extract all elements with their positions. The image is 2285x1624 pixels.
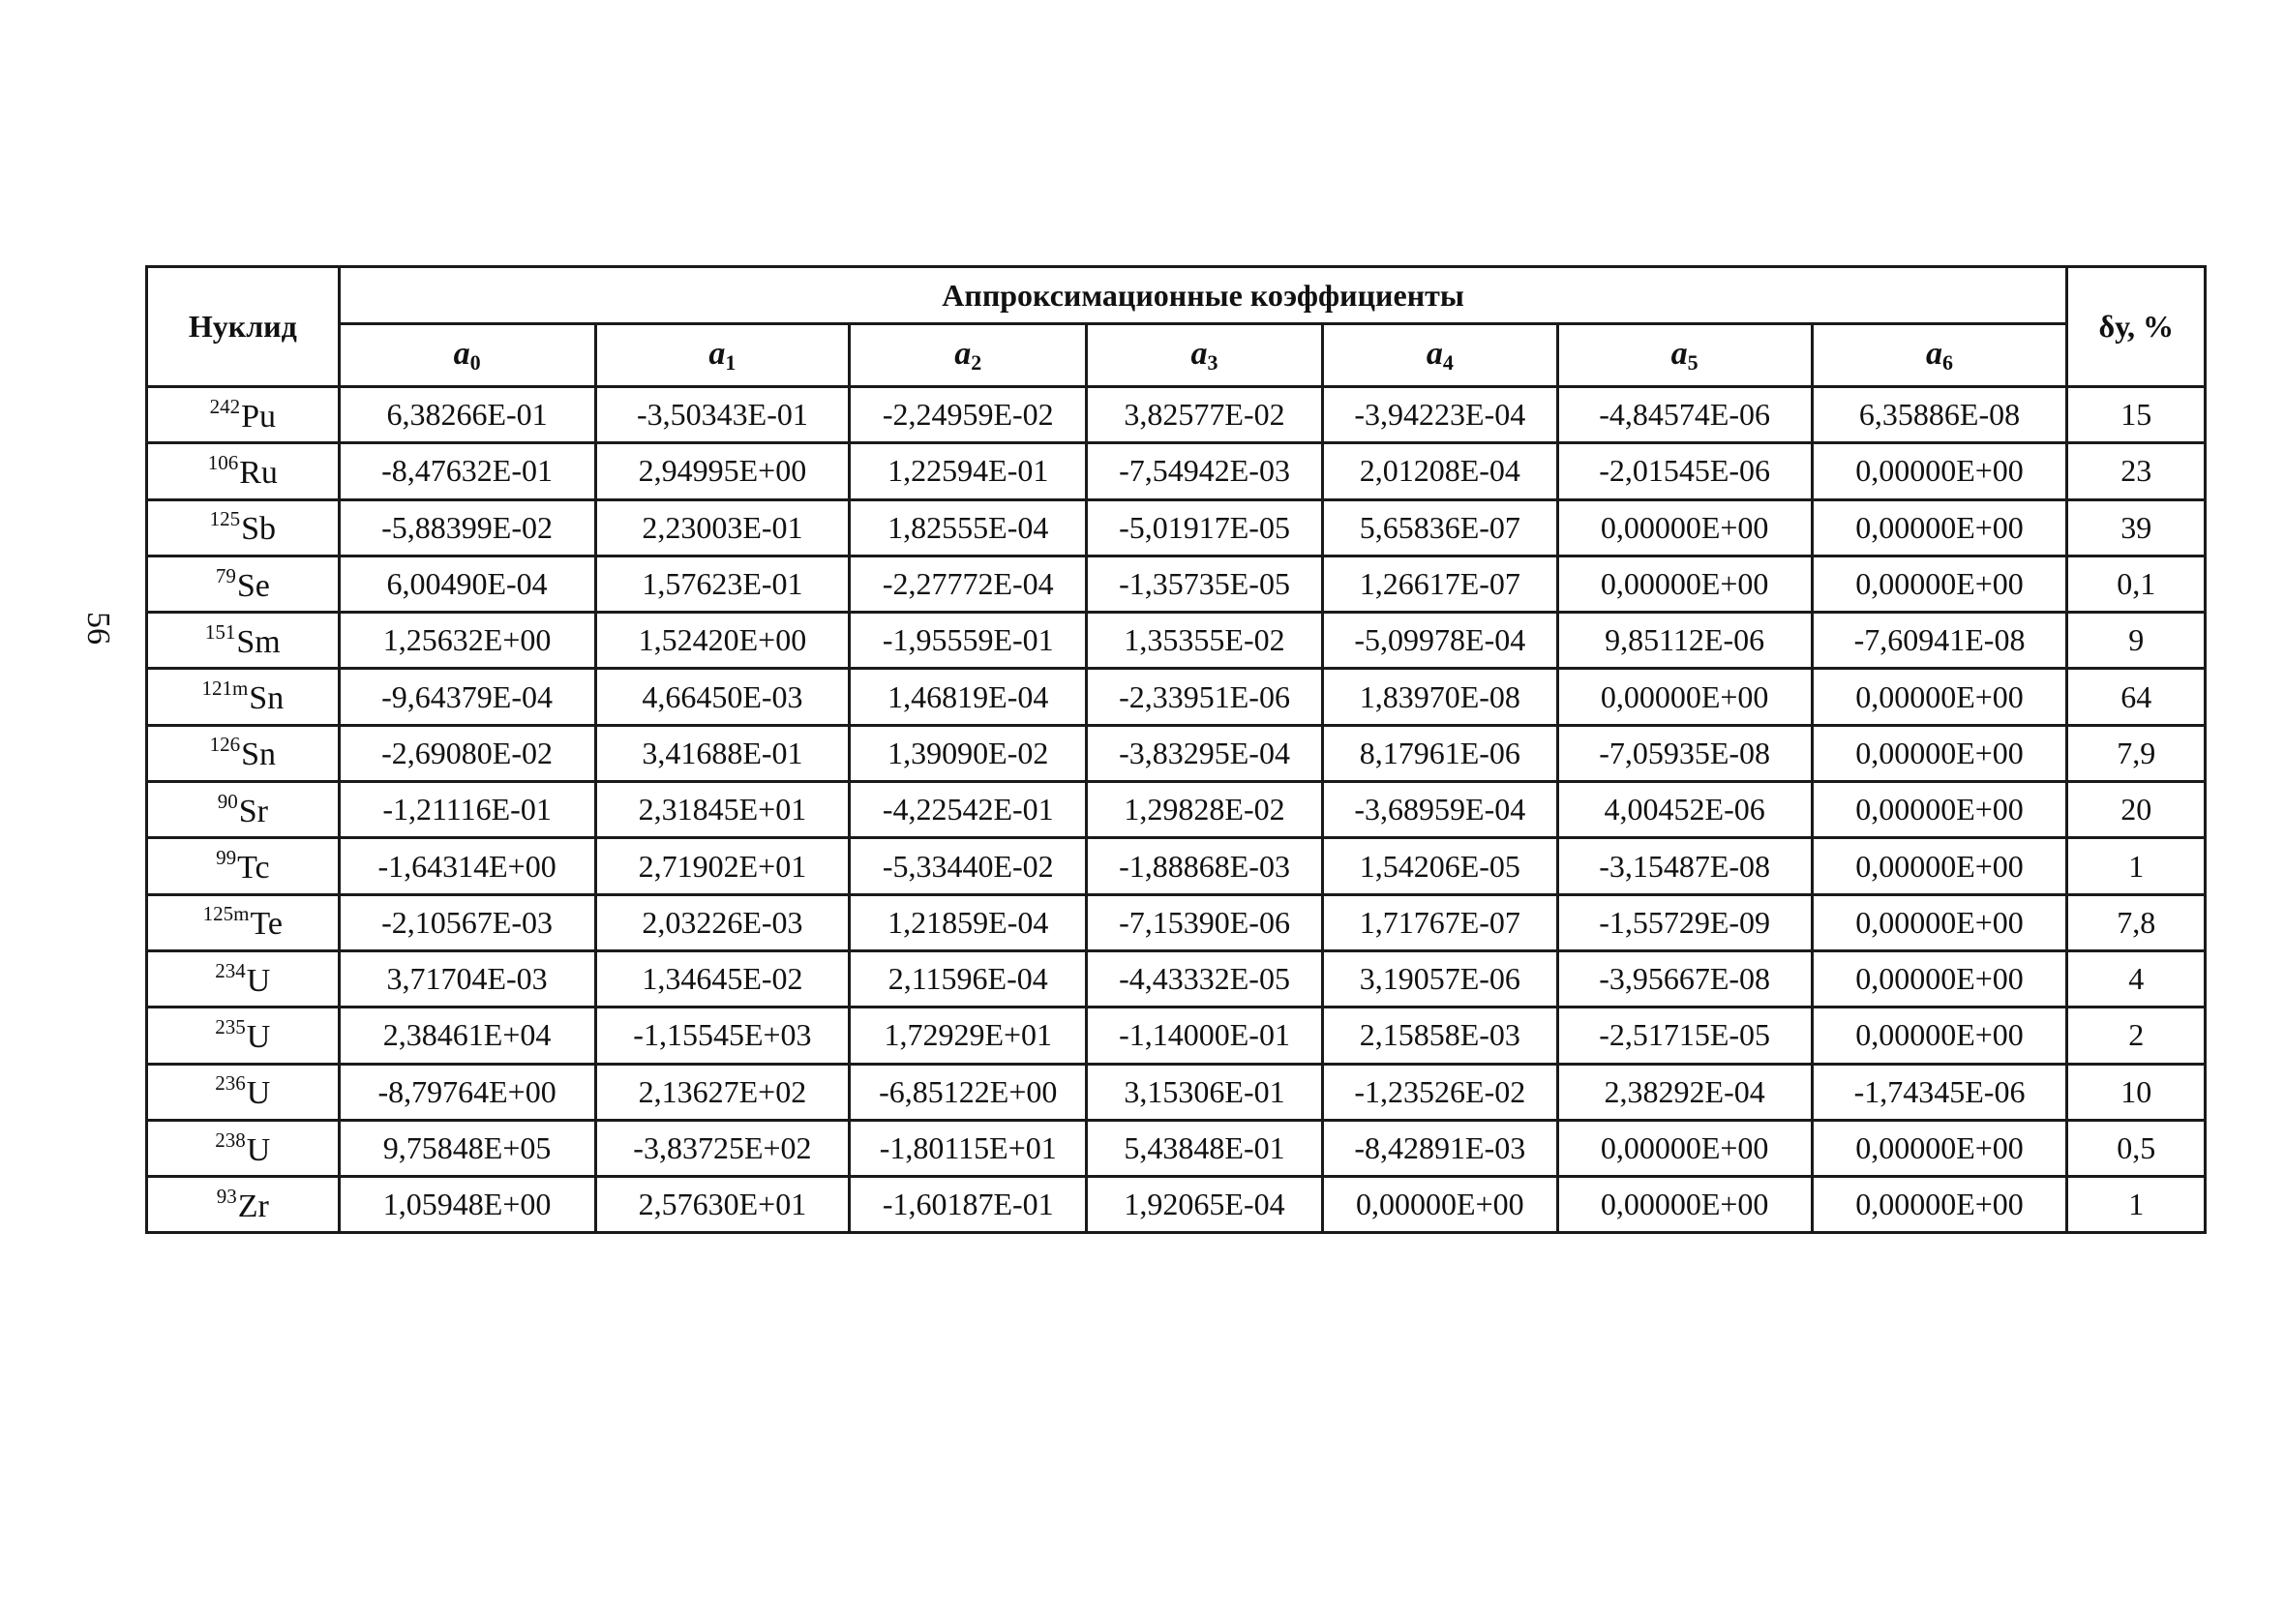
table-row: [147, 1120, 2206, 1176]
coef-value-a0: 2,38461E+04: [339, 1007, 595, 1064]
coef-value-a0: 1,05948E+00: [339, 1177, 595, 1233]
coefficient-header-row: [147, 324, 2206, 387]
header-nuclide: Нуклид: [147, 267, 340, 387]
nuclide-cell: [147, 499, 340, 556]
coef-value-a5: 0,00000E+00: [1557, 556, 1812, 612]
coef-value-a5: -4,84574E-06: [1557, 387, 1812, 443]
coef-value-a3: -2,33951E-06: [1087, 669, 1323, 725]
header-coef-a2: [850, 324, 1087, 387]
coef-value-a4: 8,17961E-06: [1322, 725, 1557, 781]
coef-value-a1: 2,03226E-03: [595, 894, 850, 950]
coef-value-a0: 1,25632E+00: [339, 613, 595, 669]
table-row: [147, 443, 2206, 499]
element-symbol: Ru: [239, 454, 278, 491]
nuclide-cell: [147, 725, 340, 781]
coef-value-a4: -5,09978E-04: [1322, 613, 1557, 669]
mass-number: 90: [217, 789, 238, 813]
coef-value-a3: 3,82577E-02: [1087, 387, 1323, 443]
coef-value-a6: 6,35886E-08: [1812, 387, 2067, 443]
coef-symbol: $a_1$: [708, 335, 737, 375]
coef-value-a3: -7,15390E-06: [1087, 894, 1323, 950]
coef-value-a0: -5,88399E-02: [339, 499, 595, 556]
coef-value-a0: -8,79764E+00: [339, 1064, 595, 1120]
mass-number: 151: [204, 619, 236, 644]
mass-number: 236: [215, 1071, 246, 1096]
coef-value-a1: -3,50343E-01: [595, 387, 850, 443]
delta-value: 7,8: [2067, 894, 2206, 950]
table-row: [147, 838, 2206, 894]
delta-value: 10: [2067, 1064, 2206, 1120]
element-symbol: Sr: [238, 793, 268, 829]
coef-value-a6: 0,00000E+00: [1812, 894, 2067, 950]
coef-symbol: $a_2$: [954, 335, 982, 375]
delta-value: 7,9: [2067, 725, 2206, 781]
coef-value-a3: -1,88868E-03: [1087, 838, 1323, 894]
coef-value-a4: -8,42891E-03: [1322, 1120, 1557, 1176]
coef-value-a1: 2,94995E+00: [595, 443, 850, 499]
table-row: [147, 894, 2206, 950]
coef-value-a5: -3,15487E-08: [1557, 838, 1812, 894]
header-coefficients-group: Аппроксимационные коэффициенты: [339, 267, 2067, 324]
coef-index: 1: [725, 349, 737, 375]
coef-value-a2: -2,24959E-02: [850, 387, 1087, 443]
coef-value-a3: -7,54942E-03: [1087, 443, 1323, 499]
coef-value-a2: 1,72929E+01: [850, 1007, 1087, 1064]
delta-value: 0,5: [2067, 1120, 2206, 1176]
coef-value-a3: 1,92065E-04: [1087, 1177, 1323, 1233]
coef-value-a5: -2,01545E-06: [1557, 443, 1812, 499]
nuclide-cell: [147, 1064, 340, 1120]
element-symbol: Sb: [241, 511, 277, 548]
delta-value: 4: [2067, 950, 2206, 1007]
coef-value-a4: 1,54206E-05: [1322, 838, 1557, 894]
coef-symbol: $a_5$: [1670, 335, 1699, 375]
element-symbol: U: [246, 962, 271, 999]
coef-value-a6: -1,74345E-06: [1812, 1064, 2067, 1120]
coef-value-a5: -1,55729E-09: [1557, 894, 1812, 950]
coef-value-a2: 1,46819E-04: [850, 669, 1087, 725]
table-row: [147, 613, 2206, 669]
coef-value-a1: -1,15545E+03: [595, 1007, 850, 1064]
coef-value-a1: 2,71902E+01: [595, 838, 850, 894]
element-symbol: Se: [236, 567, 270, 604]
table-row: [147, 725, 2206, 781]
coef-value-a3: -1,14000E-01: [1087, 1007, 1323, 1064]
mass-number: 79: [215, 563, 236, 587]
delta-value: 1: [2067, 1177, 2206, 1233]
mass-number: 242: [209, 394, 241, 418]
coef-value-a2: -1,60187E-01: [850, 1177, 1087, 1233]
coef-value-a0: -1,21116E-01: [339, 782, 595, 838]
coef-value-a6: 0,00000E+00: [1812, 1177, 2067, 1233]
element-symbol: U: [246, 1075, 271, 1112]
element-symbol: Tc: [237, 850, 270, 887]
nuclide-cell: [147, 838, 340, 894]
header-delta-percent: δу, %: [2067, 267, 2206, 387]
coef-value-a5: 4,00452E-06: [1557, 782, 1812, 838]
nuclide-cell: [147, 1120, 340, 1176]
element-symbol: U: [246, 1018, 271, 1055]
coef-value-a5: -2,51715E-05: [1557, 1007, 1812, 1064]
coef-value-a1: 3,41688E-01: [595, 725, 850, 781]
header-coef-a0: [339, 324, 595, 387]
coef-value-a5: 0,00000E+00: [1557, 499, 1812, 556]
table-body: [147, 387, 2206, 1233]
coef-value-a5: -3,95667E-08: [1557, 950, 1812, 1007]
table-row: [147, 1064, 2206, 1120]
table-row: [147, 387, 2206, 443]
coef-value-a2: 1,21859E-04: [850, 894, 1087, 950]
coef-value-a6: 0,00000E+00: [1812, 1120, 2067, 1176]
delta-value: 23: [2067, 443, 2206, 499]
nuclide-cell: [147, 782, 340, 838]
coef-value-a1: 2,31845E+01: [595, 782, 850, 838]
table-row: [147, 950, 2206, 1007]
delta-value: 9: [2067, 613, 2206, 669]
coef-value-a0: -1,64314E+00: [339, 838, 595, 894]
coef-value-a2: 1,39090E-02: [850, 725, 1087, 781]
coef-value-a1: 1,57623E-01: [595, 556, 850, 612]
header-coef-a6: [1812, 324, 2067, 387]
nuclide-cell: [147, 556, 340, 612]
coef-value-a6: 0,00000E+00: [1812, 950, 2067, 1007]
coef-value-a5: 0,00000E+00: [1557, 1120, 1812, 1176]
header-coef-a3: [1087, 324, 1323, 387]
nuclide-cell: [147, 443, 340, 499]
nuclide-cell: [147, 1007, 340, 1064]
delta-value: 64: [2067, 669, 2206, 725]
nuclide-cell: [147, 894, 340, 950]
coef-value-a1: 1,52420E+00: [595, 613, 850, 669]
coef-value-a6: 0,00000E+00: [1812, 556, 2067, 612]
coef-value-a4: 1,83970E-08: [1322, 669, 1557, 725]
coef-symbol: $a_3$: [1190, 335, 1218, 375]
coef-value-a4: 5,65836E-07: [1322, 499, 1557, 556]
delta-value: 20: [2067, 782, 2206, 838]
delta-value: 0,1: [2067, 556, 2206, 612]
mass-number: 238: [215, 1128, 246, 1152]
coef-value-a6: 0,00000E+00: [1812, 499, 2067, 556]
coef-value-a0: 9,75848E+05: [339, 1120, 595, 1176]
nuclide-cell: [147, 387, 340, 443]
mass-number: 106: [207, 450, 239, 474]
coef-value-a0: 6,38266E-01: [339, 387, 595, 443]
coef-value-a6: 0,00000E+00: [1812, 443, 2067, 499]
delta-value: 2: [2067, 1007, 2206, 1064]
mass-number: 235: [215, 1014, 246, 1038]
coef-value-a5: 9,85112E-06: [1557, 613, 1812, 669]
coef-value-a6: 0,00000E+00: [1812, 782, 2067, 838]
coef-value-a1: 4,66450E-03: [595, 669, 850, 725]
coef-value-a6: 0,00000E+00: [1812, 838, 2067, 894]
coef-value-a1: 1,34645E-02: [595, 950, 850, 1007]
coef-value-a1: 2,23003E-01: [595, 499, 850, 556]
mass-number: 234: [215, 958, 246, 982]
coef-value-a6: -7,60941E-08: [1812, 613, 2067, 669]
coef-index: 0: [469, 349, 481, 375]
coef-value-a1: 2,57630E+01: [595, 1177, 850, 1233]
coef-value-a4: 1,26617E-07: [1322, 556, 1557, 612]
coef-value-a3: 5,43848E-01: [1087, 1120, 1323, 1176]
coef-value-a4: 1,71767E-07: [1322, 894, 1557, 950]
mass-number: 93: [216, 1184, 237, 1208]
delta-value: 15: [2067, 387, 2206, 443]
coef-value-a2: 1,82555E-04: [850, 499, 1087, 556]
coef-value-a4: 3,19057E-06: [1322, 950, 1557, 1007]
element-symbol: Te: [250, 906, 283, 943]
coef-index: 2: [971, 349, 982, 375]
coef-value-a2: -4,22542E-01: [850, 782, 1087, 838]
coef-value-a6: 0,00000E+00: [1812, 669, 2067, 725]
coef-index: 3: [1207, 349, 1218, 375]
mass-number: 121m: [201, 677, 249, 701]
coef-index: 4: [1442, 349, 1454, 375]
coef-value-a4: 0,00000E+00: [1322, 1177, 1557, 1233]
coef-value-a0: 6,00490E-04: [339, 556, 595, 612]
table-row: [147, 1177, 2206, 1233]
coef-symbol: $a_6$: [1926, 335, 1953, 375]
delta-value: 1: [2067, 838, 2206, 894]
coef-value-a4: -3,94223E-04: [1322, 387, 1557, 443]
table-row: [147, 1007, 2206, 1064]
coef-value-a3: -4,43332E-05: [1087, 950, 1323, 1007]
coef-value-a6: 0,00000E+00: [1812, 725, 2067, 781]
coef-value-a2: -6,85122E+00: [850, 1064, 1087, 1120]
mass-number: 126: [209, 733, 241, 757]
coef-value-a3: -1,35735E-05: [1087, 556, 1323, 612]
coef-value-a0: -9,64379E-04: [339, 669, 595, 725]
element-symbol: U: [246, 1131, 271, 1168]
delta-value: 39: [2067, 499, 2206, 556]
mass-number: 99: [216, 846, 237, 870]
element-symbol: Sn: [241, 737, 277, 773]
mass-number: 125: [209, 507, 241, 531]
table-row: [147, 669, 2206, 725]
coef-value-a0: -8,47632E-01: [339, 443, 595, 499]
element-symbol: Sm: [236, 623, 281, 660]
element-symbol: Pu: [241, 398, 277, 435]
coef-value-a5: 2,38292E-04: [1557, 1064, 1812, 1120]
coef-value-a4: 2,15858E-03: [1322, 1007, 1557, 1064]
coef-value-a5: 0,00000E+00: [1557, 1177, 1812, 1233]
coef-value-a0: -2,69080E-02: [339, 725, 595, 781]
coef-symbol: $a_4$: [1426, 335, 1454, 375]
coef-value-a3: 1,29828E-02: [1087, 782, 1323, 838]
header-coef-a1: [595, 324, 850, 387]
coef-value-a5: 0,00000E+00: [1557, 669, 1812, 725]
table-row: [147, 556, 2206, 612]
coef-index: 5: [1687, 349, 1699, 375]
element-symbol: Zr: [237, 1188, 269, 1224]
coef-value-a2: 1,22594E-01: [850, 443, 1087, 499]
coef-index: 6: [1942, 349, 1953, 375]
coef-value-a3: -3,83295E-04: [1087, 725, 1323, 781]
coef-value-a5: -7,05935E-08: [1557, 725, 1812, 781]
coef-value-a4: 2,01208E-04: [1322, 443, 1557, 499]
coef-value-a4: -1,23526E-02: [1322, 1064, 1557, 1120]
element-symbol: Sn: [249, 680, 285, 717]
coef-value-a2: -1,95559E-01: [850, 613, 1087, 669]
coef-value-a2: -2,27772E-04: [850, 556, 1087, 612]
coef-value-a2: -1,80115E+01: [850, 1120, 1087, 1176]
nuclide-cell: [147, 613, 340, 669]
table-row: [147, 499, 2206, 556]
coef-value-a2: -5,33440E-02: [850, 838, 1087, 894]
header-coef-a4: [1322, 324, 1557, 387]
coef-value-a6: 0,00000E+00: [1812, 1007, 2067, 1064]
coef-value-a3: -5,01917E-05: [1087, 499, 1323, 556]
coefficients-table: [145, 265, 2207, 1234]
nuclide-cell: [147, 669, 340, 725]
mass-number: 125m: [202, 902, 250, 926]
coef-value-a1: -3,83725E+02: [595, 1120, 850, 1176]
page-number: 56: [80, 612, 116, 645]
coef-symbol: $a_0$: [453, 335, 481, 375]
coef-value-a3: 3,15306E-01: [1087, 1064, 1323, 1120]
coef-value-a3: 1,35355E-02: [1087, 613, 1323, 669]
header-coef-a5: [1557, 324, 1812, 387]
nuclide-cell: [147, 1177, 340, 1233]
nuclide-cell: [147, 950, 340, 1007]
coef-value-a1: 2,13627E+02: [595, 1064, 850, 1120]
coef-value-a0: -2,10567E-03: [339, 894, 595, 950]
coef-value-a2: 2,11596E-04: [850, 950, 1087, 1007]
table-row: [147, 782, 2206, 838]
coef-value-a0: 3,71704E-03: [339, 950, 595, 1007]
coef-value-a4: -3,68959E-04: [1322, 782, 1557, 838]
